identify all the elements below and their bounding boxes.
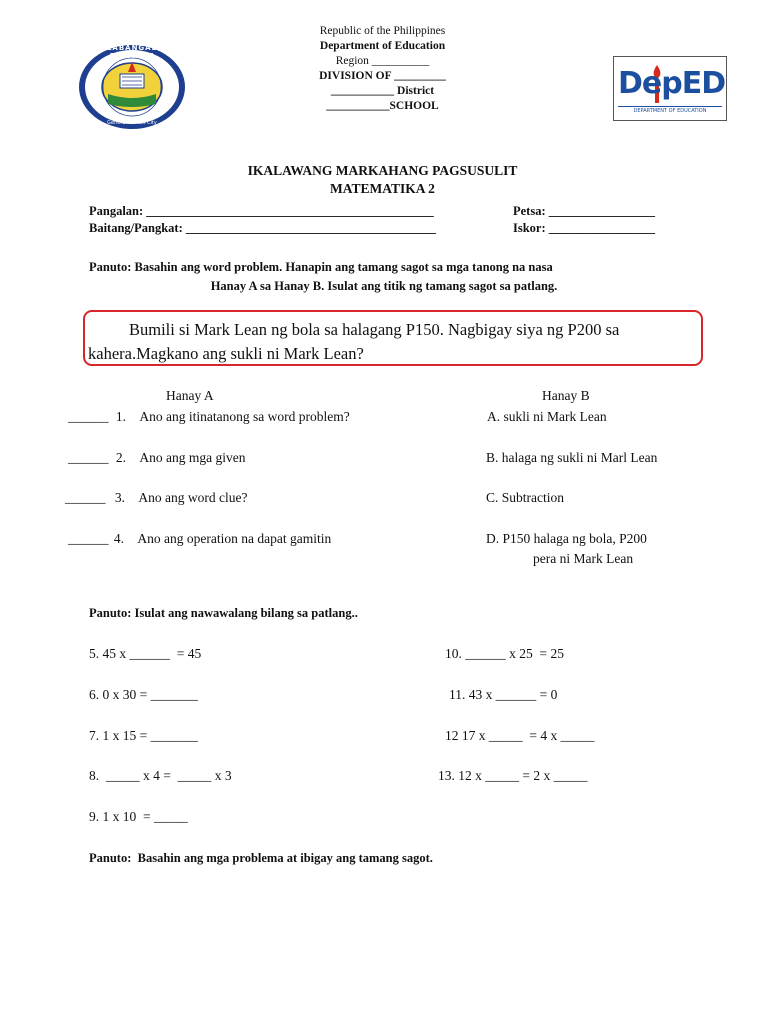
item-number: 1. — [115, 409, 126, 424]
equation-7[interactable]: 7. 1 x 15 = _______ — [89, 728, 198, 743]
instruction-1-line1: Panuto: Basahin ang word problem. Hanapin ang tamang sagot sa mga tanong na nasa — [89, 260, 553, 274]
equation-13[interactable]: 13. 12 x _____ = 2 x _____ — [438, 768, 588, 783]
exam-title: IKALAWANG MARKAHANG PAGSUSULIT — [247, 163, 518, 178]
hanay-a-heading: Hanay A — [166, 388, 214, 403]
equation-8[interactable]: 8. _____ x 4 = _____ x 3 — [89, 768, 232, 783]
hanay-b-item-d: D. P150 halaga ng bola, P200 — [486, 531, 647, 546]
item-text: Ano ang operation na dapat gamitin — [137, 531, 332, 546]
answer-blank[interactable]: ______ — [68, 409, 109, 424]
seal-text-top: LABANGAL DISTRICT — [106, 44, 158, 60]
answer-blank[interactable]: ______ — [65, 490, 106, 505]
word-problem-line1: Bumili si Mark Lean ng bola sa halagang P150. Nagbigay siya ng P200 sa — [129, 320, 620, 339]
header-region: Region __________ — [335, 55, 430, 67]
equation-5[interactable]: 5. 45 x ______ = 45 — [89, 646, 202, 661]
equation-9[interactable]: 9. 1 x 10 = _____ — [89, 809, 188, 824]
header-school: ___________SCHOOL — [326, 100, 439, 112]
deped-brand-text: DepED — [618, 66, 726, 101]
answer-blank[interactable]: ______ — [68, 450, 109, 465]
name-field[interactable]: Pangalan: ______________________________________________ — [89, 204, 434, 218]
word-problem-box — [83, 310, 703, 366]
item-text: Ano ang itinatanong sa word problem? — [139, 409, 350, 424]
hanay-b-item-b: B. halaga ng sukli ni Marl Lean — [486, 450, 658, 465]
instruction-3: Panuto: Basahin ang mga problema at ibigay ang tamang sagot. — [89, 851, 433, 865]
score-field[interactable]: Iskor: _________________ — [513, 221, 656, 235]
deped-logo — [613, 56, 727, 121]
hanay-a-item[interactable] — [68, 531, 331, 547]
equation-11[interactable]: 11. 43 x ______ = 0 — [449, 687, 558, 702]
equation-6[interactable]: 6. 0 x 30 = _______ — [89, 687, 198, 702]
answer-blank[interactable]: ______ — [68, 531, 109, 546]
instruction-1-line2: Hanay A sa Hanay B. Isulat ang titik ng tamang sagot sa patlang. — [210, 279, 558, 293]
equation-10[interactable]: 10. ______ x 25 = 25 — [445, 646, 564, 661]
hanay-a-item[interactable] — [68, 409, 350, 425]
deped-sub-text: DEPARTMENT OF EDUCATION — [618, 106, 722, 114]
header-division: DIVISION OF _________ — [319, 70, 446, 82]
header-department: Department of Education — [319, 40, 446, 52]
header-republic: Republic of the Philippines — [319, 25, 446, 37]
item-number: 3. — [114, 490, 125, 505]
instruction-2: Panuto: Isulat ang nawawalang bilang sa patlang.. — [89, 606, 358, 620]
hanay-b-item-c: C. Subtraction — [486, 490, 564, 505]
grade-section-field[interactable]: Baitang/Pangkat: ________________________________________ — [89, 221, 436, 235]
subject-title: MATEMATIKA 2 — [330, 181, 435, 196]
item-text: Ano ang word clue? — [138, 490, 248, 505]
hanay-a-item[interactable] — [65, 490, 247, 506]
hanay-b-heading: Hanay B — [542, 388, 590, 403]
item-text: Ano ang mga given — [139, 450, 246, 465]
item-number: 2. — [115, 450, 126, 465]
header-district: ___________ District — [330, 85, 435, 97]
seal-text-bottom: General Santos City — [107, 120, 157, 126]
hanay-b-item-a: A. sukli ni Mark Lean — [487, 409, 607, 424]
date-field[interactable]: Petsa: _________________ — [513, 204, 655, 218]
word-problem-line2: kahera.Magkano ang sukli ni Mark Lean? — [88, 344, 364, 363]
hanay-a-item[interactable] — [68, 450, 245, 466]
item-number: 4. — [113, 531, 124, 546]
district-seal-logo — [78, 44, 186, 130]
hanay-b-item-d-cont: pera ni Mark Lean — [533, 551, 634, 566]
equation-12[interactable]: 12 17 x _____ = 4 x _____ — [445, 728, 595, 743]
